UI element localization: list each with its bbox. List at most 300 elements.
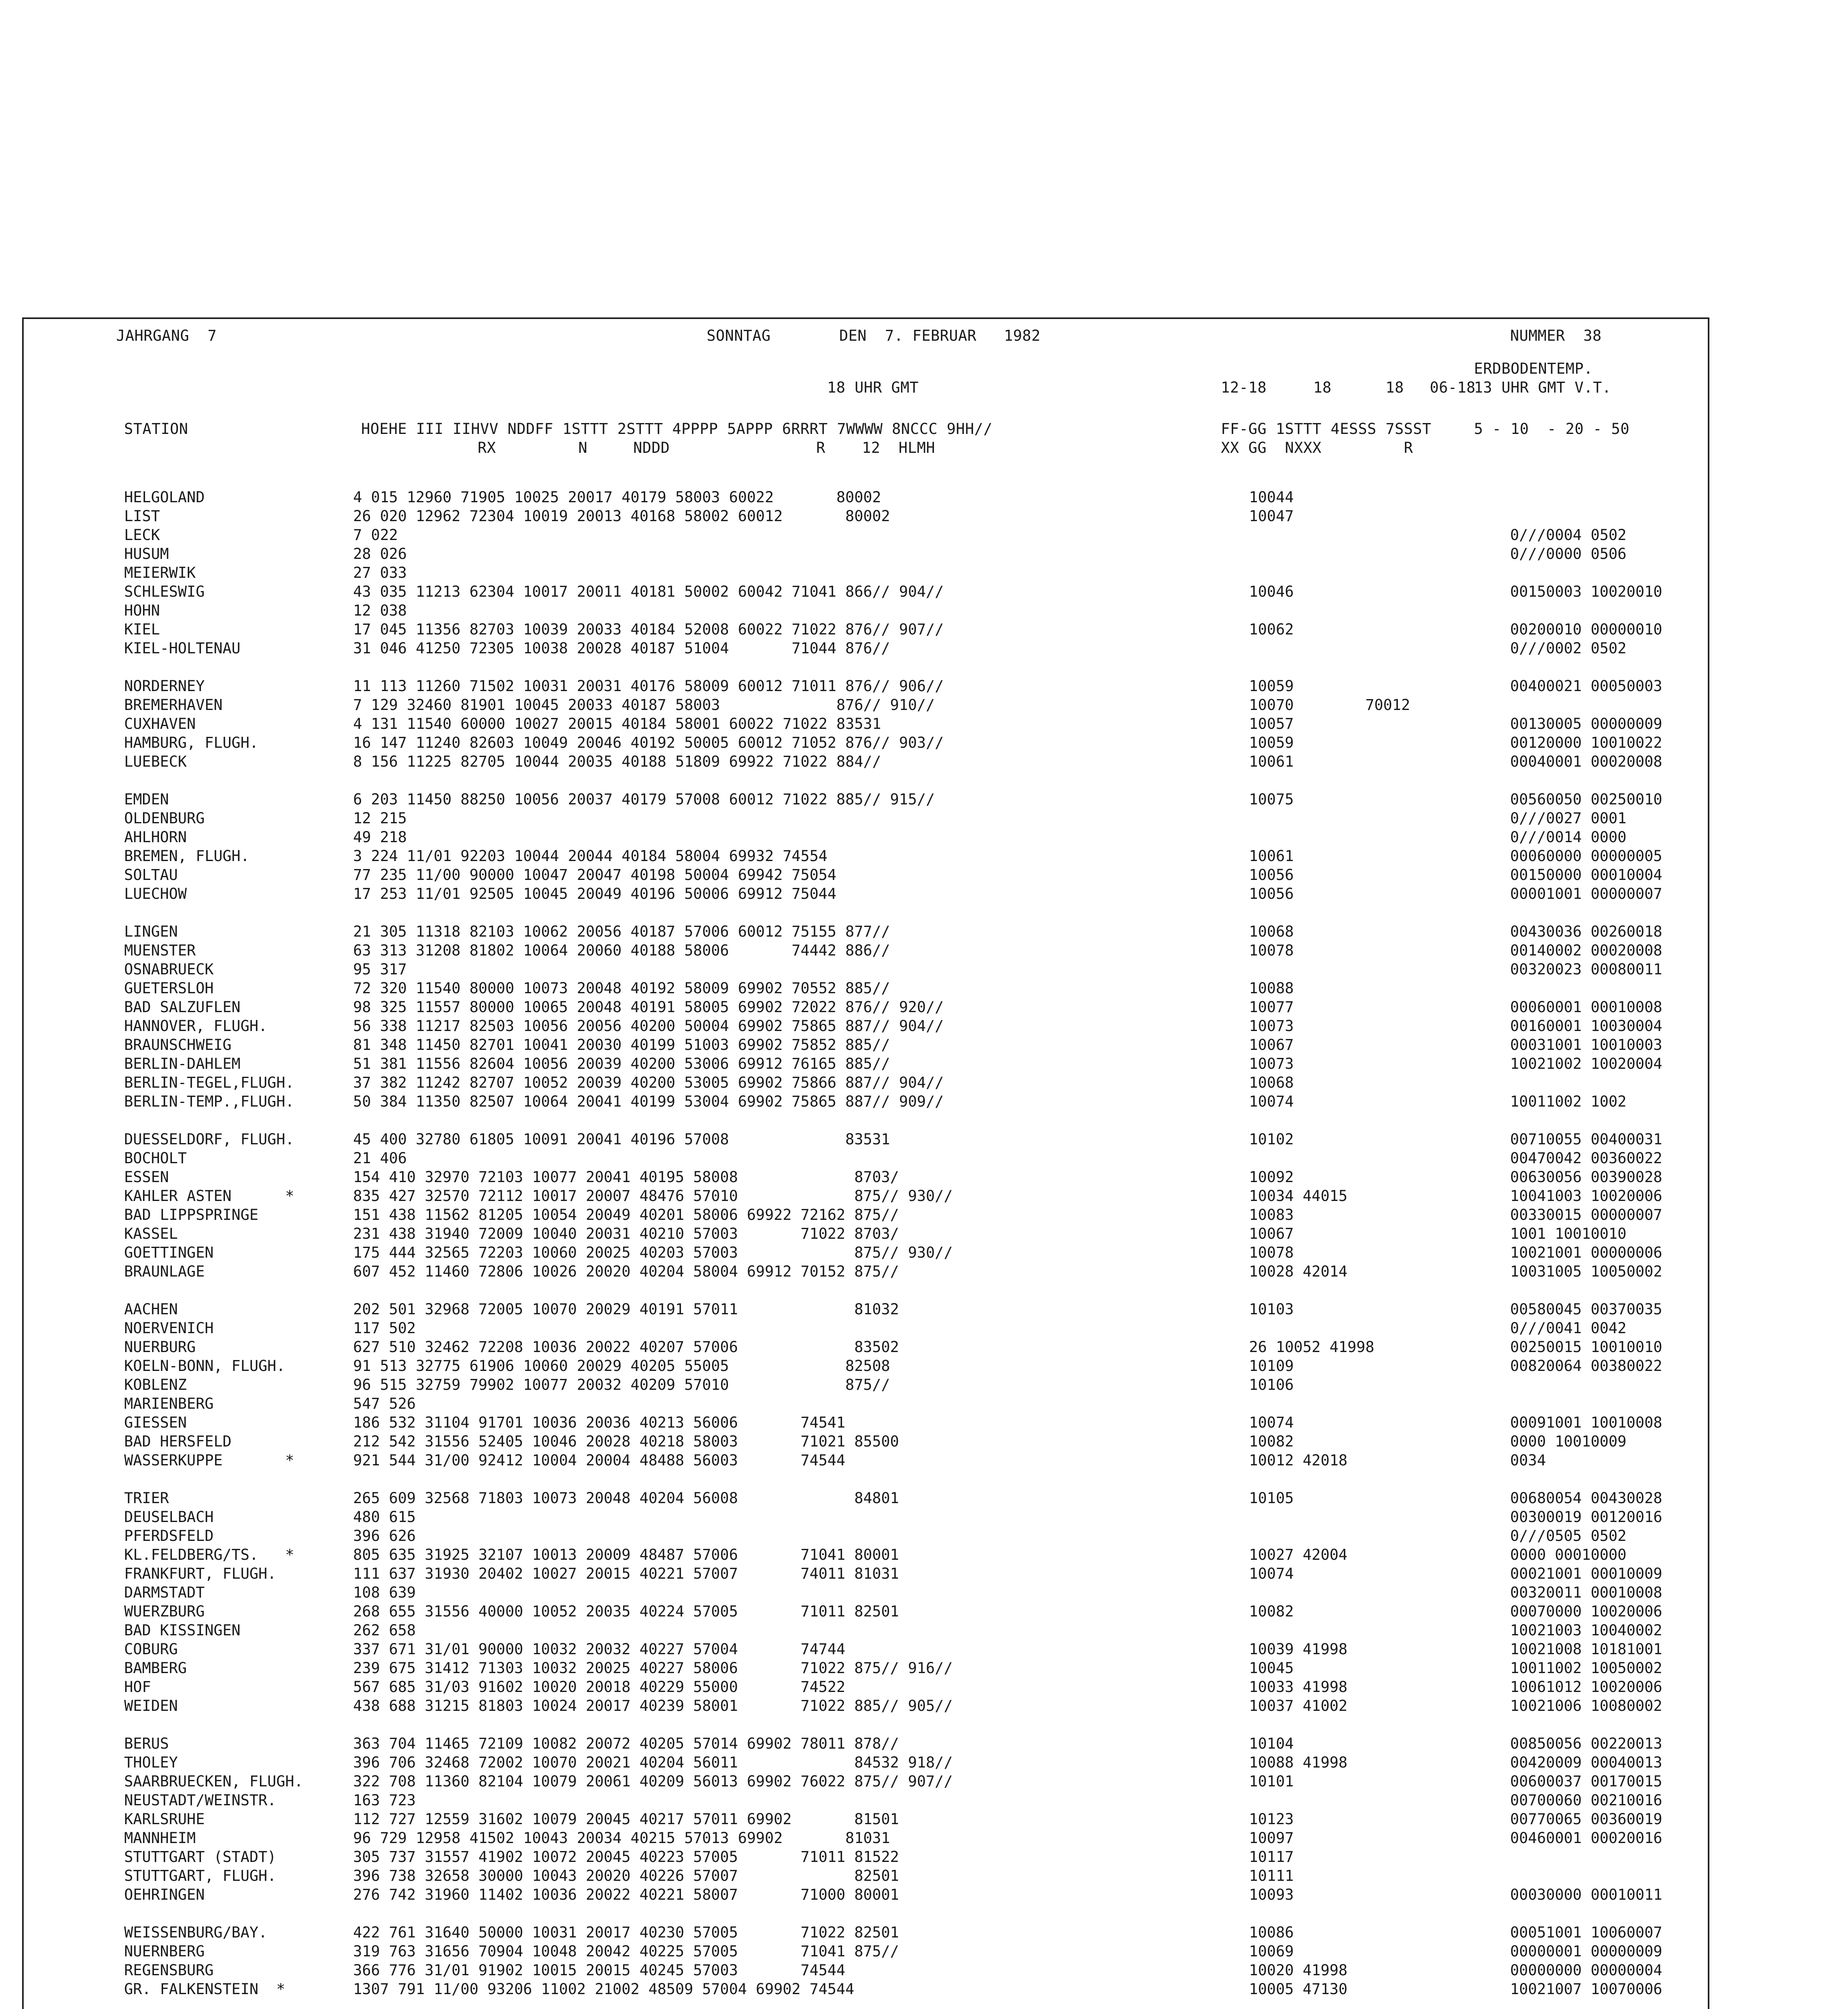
station-values: 3 224 11/01 92203 10044 20044 40184 58004 69932 74554	[353, 847, 828, 865]
station-extreme: 10012 42018	[1249, 1452, 1348, 1469]
table-row	[24, 1564, 1707, 1583]
soil-temps: 00250015 10010010	[1510, 1338, 1662, 1356]
table-row	[24, 1224, 1707, 1243]
station-name: OEHRINGEN	[124, 1886, 205, 1903]
table-row	[24, 1923, 1707, 1942]
station-name: HAMBURG, FLUGH.	[124, 734, 259, 751]
station-name: WUERZBURG	[124, 1603, 205, 1620]
station-extreme: 10037 41002	[1249, 1697, 1348, 1714]
table-row	[24, 1791, 1707, 1810]
station-name: DEUSELBACH	[124, 1508, 214, 1526]
hour-18-a: 18	[1313, 379, 1332, 396]
table-row	[24, 1526, 1707, 1545]
soil-temps: 00820064 00380022	[1510, 1357, 1662, 1375]
station-values: 98 325 11557 80000 10065 20048 40191 58005 69902 72022 876// 920//	[353, 998, 944, 1016]
soil-temps: 00031001 10010003	[1510, 1036, 1662, 1054]
station-values: 4 131 11540 60000 10027 20015 40184 58001 60022 71022 83531	[353, 715, 881, 732]
table-row	[24, 1130, 1707, 1149]
station-values: 268 655 31556 40000 10052 20035 40224 57005 71011 82501	[353, 1603, 899, 1620]
station-name: BAD SALZUFLEN	[124, 998, 241, 1016]
station-values: 805 635 31925 32107 10013 20009 48487 57006 71041 80001	[353, 1546, 899, 1563]
station-extreme: 10059	[1249, 677, 1294, 695]
soil-temps: 00021001 00010009	[1510, 1565, 1662, 1582]
station-name: NUERBURG	[124, 1338, 196, 1356]
soil-temps: 0///0014 0000	[1510, 829, 1627, 846]
station-name: KOELN-BONN, FLUGH.	[124, 1357, 285, 1375]
station-extreme: 10067	[1249, 1225, 1294, 1242]
soil-temps: 00420009 00040013	[1510, 1754, 1662, 1771]
station-values: 37 382 11242 82707 10052 20039 40200 53005 69902 75866 887// 904//	[353, 1074, 944, 1091]
station-extreme: 10073	[1249, 1017, 1294, 1035]
soil-temps: 10031005 10050002	[1510, 1263, 1662, 1280]
station-values: 276 742 31960 11402 10036 20022 40221 58007 71000 80001	[353, 1886, 899, 1903]
station-name: MANNHEIM	[124, 1829, 196, 1847]
station-values: 108 639	[353, 1584, 416, 1601]
table-row	[24, 865, 1707, 884]
station-values: 151 438 11562 81205 10054 20049 40201 58006 69922 72162 875//	[353, 1206, 899, 1223]
station-extreme: 10109	[1249, 1357, 1294, 1375]
station-name: BAD LIPPSPRINGE	[124, 1206, 259, 1223]
station-values: 175 444 32565 72203 10060 20025 40203 57003 875// 930//	[353, 1244, 953, 1261]
station-values: 51 381 11556 82604 10056 20039 40200 53006 69912 76165 885//	[353, 1055, 890, 1072]
station-name: ESSEN	[124, 1168, 169, 1186]
soil-temps: 00130005 00000009	[1510, 715, 1662, 732]
station-name: HUSUM	[124, 545, 169, 563]
soil-temps: 10021007 10070006	[1510, 1980, 1662, 1998]
soil-temps: 00320011 00010008	[1510, 1584, 1662, 1601]
station-name: DUESSELDORF, FLUGH.	[124, 1131, 294, 1148]
station-values: 17 253 11/01 92505 10045 20049 40196 50006 69912 75044	[353, 885, 836, 902]
station-name: SAARBRUECKEN, FLUGH.	[124, 1773, 303, 1790]
station-extreme: 10102	[1249, 1131, 1294, 1148]
soil-temps: 0000 10010009	[1510, 1433, 1627, 1450]
table-row	[24, 601, 1707, 620]
table-row	[24, 790, 1707, 809]
table-row	[24, 677, 1707, 696]
station-name: LUECHOW	[124, 885, 187, 902]
station-name: BREMEN, FLUGH.	[124, 847, 249, 865]
table-row	[24, 1149, 1707, 1168]
table-row	[24, 1942, 1707, 1961]
station-name: SOLTAU	[124, 866, 178, 884]
soil-temps: 10011002 10050002	[1510, 1659, 1662, 1677]
station-name: COBURG	[124, 1641, 178, 1658]
station-name: LINGEN	[124, 923, 178, 940]
station-extreme: 10123	[1249, 1811, 1294, 1828]
station-values: 45 400 32780 61805 10091 20041 40196 57008 83531	[353, 1131, 890, 1148]
station-values: 96 515 32759 79902 10077 20032 40209 57010 875//	[353, 1376, 890, 1393]
station-values: 6 203 11450 88250 10056 20037 40179 57008 60012 71022 885// 915//	[353, 791, 935, 808]
table-row	[24, 582, 1707, 601]
station-extreme: 10111	[1249, 1867, 1294, 1884]
table-row	[24, 1300, 1707, 1319]
soil-temps: 00040001 00020008	[1510, 753, 1662, 770]
station-extreme: 10068	[1249, 1074, 1294, 1091]
soil-temps: 00001001 00000007	[1510, 885, 1662, 902]
station-values: 7 129 32460 81901 10045 20033 40187 58003 876// 910//	[353, 696, 935, 714]
station-name: KARLSRUHE	[124, 1811, 205, 1828]
table-row	[24, 809, 1707, 828]
station-name: HANNOVER, FLUGH.	[124, 1017, 268, 1035]
station-extreme: 10067	[1249, 1036, 1294, 1054]
station-values: 96 729 12958 41502 10043 20034 40215 57013 69902 81031	[353, 1829, 890, 1847]
table-row	[24, 1073, 1707, 1092]
soil-temps: 10061012 10020006	[1510, 1678, 1662, 1696]
soil-temps: 00320023 00080011	[1510, 961, 1662, 978]
station-values: 21 305 11318 82103 10062 20056 40187 57006 60012 75155 877//	[353, 923, 890, 940]
volume-label: JAHRGANG 7	[116, 327, 217, 344]
station-values: 322 708 11360 82104 10079 20061 40209 56013 69902 76022 875// 907//	[353, 1773, 953, 1790]
table-row	[24, 1866, 1707, 1885]
code-headings: HOEHE III IIHVV NDDFF 1STTT 2STTT 4PPPP 5APPP 6RRRT 7WWWW 8NCCC 9HH//	[361, 420, 993, 438]
soil-depths: 5 - 10 - 20 - 50	[1474, 420, 1630, 438]
station-extreme: 10044	[1249, 489, 1294, 506]
table-row	[24, 1035, 1707, 1054]
soil-temps: 0///0041 0042	[1510, 1320, 1627, 1337]
table-row	[24, 488, 1707, 507]
soil-temps: 0034	[1510, 1452, 1546, 1469]
soil-temps: 00160001 10030004	[1510, 1017, 1662, 1035]
station-values: 49 218	[353, 829, 407, 846]
station-name: KIEL-HOLTENAU	[124, 640, 241, 657]
station-name: HOHN	[124, 602, 160, 619]
soil-temps: 00150003 10020010	[1510, 583, 1662, 600]
issue-number: NUMMER 38	[1510, 327, 1602, 344]
station-values: 396 626	[353, 1527, 416, 1545]
table-row	[24, 1847, 1707, 1866]
soil-temps: 00000000 00000004	[1510, 1962, 1662, 1979]
soil-temps: 00150000 00010004	[1510, 866, 1662, 884]
station-name: DARMSTADT	[124, 1584, 205, 1601]
table-row	[24, 1092, 1707, 1111]
report-date: DEN 7. FEBRUAR 1982	[839, 327, 1041, 344]
station-name: BERLIN-TEGEL,FLUGH.	[124, 1074, 294, 1091]
table-row	[24, 1054, 1707, 1073]
table-row	[24, 998, 1707, 1017]
station-name: REGENSBURG	[124, 1962, 214, 1979]
table-row	[24, 884, 1707, 903]
station-values: 186 532 31104 91701 10036 20036 40213 56006 74541	[353, 1414, 846, 1431]
station-extreme: 10062	[1249, 621, 1294, 638]
station-values: 77 235 11/00 90000 10047 20047 40198 50004 69942 75054	[353, 866, 836, 884]
soil-temps: 00400021 00050003	[1510, 677, 1662, 695]
station-values: 835 427 32570 72112 10017 20007 48476 57010 875// 930//	[353, 1187, 953, 1205]
table-row	[24, 1187, 1707, 1205]
station-name: LECK	[124, 526, 160, 544]
station-extreme: 10028 42014	[1249, 1263, 1348, 1280]
table-row	[24, 1017, 1707, 1035]
station-name: GIESSEN	[124, 1414, 187, 1431]
station-values: 921 544 31/00 92412 10004 20004 48488 56003 74544	[353, 1452, 846, 1469]
hour-18-b: 18	[1386, 379, 1404, 396]
station-values: 50 384 11350 82507 10064 20041 40199 53004 69902 75865 887// 909//	[353, 1093, 944, 1110]
station-values: 26 020 12962 72304 10019 20013 40168 58002 60012 80002	[353, 507, 890, 525]
station-name: KAHLER ASTEN *	[124, 1187, 294, 1205]
station-name: TRIER	[124, 1489, 169, 1507]
soil-temps: 10041003 10020006	[1510, 1187, 1662, 1205]
station-extreme: 10061	[1249, 753, 1294, 770]
soil-temps: 00470042 00360022	[1510, 1150, 1662, 1167]
soil-temps: 00120000 10010022	[1510, 734, 1662, 751]
soil-temps: 10021006 10080002	[1510, 1697, 1662, 1714]
station-extreme: 10020 41998	[1249, 1962, 1348, 1979]
station-name: LUEBECK	[124, 753, 187, 770]
report-sheet	[22, 317, 1709, 2009]
gmt13-heading: 13 UHR GMT V.T.	[1474, 379, 1611, 396]
station-extreme: 10027 42004	[1249, 1546, 1348, 1563]
soil-temps: 10021008 10181001	[1510, 1641, 1662, 1658]
table-row	[24, 960, 1707, 979]
soil-temps: 00140002 00020008	[1510, 942, 1662, 959]
table-row	[24, 1432, 1707, 1451]
station-name: MEIERWIK	[124, 564, 196, 581]
table-row	[24, 1243, 1707, 1262]
soil-temps: 00200010 00000010	[1510, 621, 1662, 638]
station-values: 12 215	[353, 810, 407, 827]
soil-temps: 0///0000 0506	[1510, 545, 1627, 563]
station-extreme: 10074	[1249, 1414, 1294, 1431]
station-name: BRAUNSCHWEIG	[124, 1036, 232, 1054]
station-extreme: 10078	[1249, 942, 1294, 959]
station-extreme: 10073	[1249, 1055, 1294, 1072]
table-row	[24, 1753, 1707, 1772]
station-name: BERLIN-TEMP.,FLUGH.	[124, 1093, 294, 1110]
station-values: 117 502	[353, 1320, 416, 1337]
station-extreme: 10059	[1249, 734, 1294, 751]
station-extreme: 10088	[1249, 980, 1294, 997]
station-extreme: 10046	[1249, 583, 1294, 600]
soil-temps: 00700060 00210016	[1510, 1792, 1662, 1809]
station-values: 11 113 11260 71502 10031 20031 40176 58009 60012 71011 876// 906//	[353, 677, 944, 695]
station-name: OSNABRUECK	[124, 961, 214, 978]
station-extreme: 10033 41998	[1249, 1678, 1348, 1696]
table-row	[24, 1262, 1707, 1281]
table-row	[24, 1508, 1707, 1526]
station-name: GUETERSLOH	[124, 980, 214, 997]
station-name: THOLEY	[124, 1754, 178, 1771]
station-extreme: 10086	[1249, 1924, 1294, 1941]
station-name: KIEL	[124, 621, 160, 638]
station-extreme: 10103	[1249, 1301, 1294, 1318]
table-row	[24, 1734, 1707, 1753]
station-values: 363 704 11465 72109 10082 20072 40205 57014 69902 78011 878//	[353, 1735, 899, 1752]
table-row	[24, 639, 1707, 658]
station-values: 480 615	[353, 1508, 416, 1526]
gmt18-heading: 18 UHR GMT	[827, 379, 919, 396]
soil-temps: 00850056 00220013	[1510, 1735, 1662, 1752]
soil-temps: 00630056 00390028	[1510, 1168, 1662, 1186]
table-row	[24, 620, 1707, 639]
soil-temps: 00330015 00000007	[1510, 1206, 1662, 1223]
station-values: 12 038	[353, 602, 407, 619]
station-values: 17 045 11356 82703 10039 20033 40184 52008 60022 71022 876// 907//	[353, 621, 944, 638]
table-row	[24, 1602, 1707, 1621]
station-name: BREMERHAVEN	[124, 696, 223, 714]
table-row	[24, 1394, 1707, 1413]
station-values: 396 706 32468 72002 10070 20021 40204 56011 84532 918//	[353, 1754, 953, 1771]
station-values: 202 501 32968 72005 10070 20029 40191 57011 81032	[353, 1301, 899, 1318]
code-subheadings-b: XX GG NXXX R	[1221, 439, 1413, 456]
station-name: WASSERKUPPE *	[124, 1452, 294, 1469]
station-name: WEIDEN	[124, 1697, 178, 1714]
table-row	[24, 1319, 1707, 1338]
soil-temps: 0///0027 0001	[1510, 810, 1627, 827]
station-values: 163 723	[353, 1792, 416, 1809]
station-name: MARIENBERG	[124, 1395, 214, 1412]
soil-temps: 00680054 00430028	[1510, 1489, 1662, 1507]
table-row	[24, 1205, 1707, 1224]
station-values: 1307 791 11/00 93206 11002 21002 48509 57004 69902 74544	[353, 1980, 854, 1998]
station-values: 72 320 11540 80000 10073 20048 40192 58009 69902 70552 885//	[353, 980, 890, 997]
soil-temps: 00030000 00010011	[1510, 1886, 1662, 1903]
soil-temps: 0000 00010000	[1510, 1546, 1627, 1563]
station-name: SCHLESWIG	[124, 583, 205, 600]
station-name: FRANKFURT, FLUGH.	[124, 1565, 276, 1582]
station-name: WEISSENBURG/BAY.	[124, 1924, 268, 1941]
table-row	[24, 1659, 1707, 1678]
table-row	[24, 1640, 1707, 1659]
station-extreme: 10061	[1249, 847, 1294, 865]
station-name: STUTTGART, FLUGH.	[124, 1867, 276, 1884]
station-values: 547 526	[353, 1395, 416, 1412]
table-row	[24, 1338, 1707, 1356]
station-extreme: 10070 70012	[1249, 696, 1410, 714]
station-values: 56 338 11217 82503 10056 20056 40200 50004 69902 75865 887// 904//	[353, 1017, 944, 1035]
station-name: AHLHORN	[124, 829, 187, 846]
weekday: SONNTAG	[707, 327, 771, 344]
station-values: 28 026	[353, 545, 407, 563]
station-values: 111 637 31930 20402 10027 20015 40221 57007 74011 81031	[353, 1565, 899, 1582]
station-extreme: 10106	[1249, 1376, 1294, 1393]
station-values: 7 022	[353, 526, 398, 544]
station-heading: STATION	[124, 420, 188, 438]
station-extreme: 10092	[1249, 1168, 1294, 1186]
station-values: 319 763 31656 70904 10048 20042 40225 57005 71041 875//	[353, 1943, 899, 1960]
table-row	[24, 1451, 1707, 1470]
station-values: 63 313 31208 81802 10064 20060 40188 58006 74442 886//	[353, 942, 890, 959]
table-row	[24, 1375, 1707, 1394]
station-extreme: 10057	[1249, 715, 1294, 732]
soil-temps: 10021001 00000006	[1510, 1244, 1662, 1261]
table-row	[24, 1810, 1707, 1829]
station-name: LIST	[124, 507, 160, 525]
soil-temps: 00091001 10010008	[1510, 1414, 1662, 1431]
table-row	[24, 1621, 1707, 1640]
station-values: 366 776 31/01 91902 10015 20015 40245 57003 74544	[353, 1962, 846, 1979]
soil-temps: 00070000 10020006	[1510, 1603, 1662, 1620]
station-extreme: 10083	[1249, 1206, 1294, 1223]
station-values: 438 688 31215 81803 10024 20017 40239 58001 71022 885// 905//	[353, 1697, 953, 1714]
station-extreme: 10105	[1249, 1489, 1294, 1507]
station-extreme: 10104	[1249, 1735, 1294, 1752]
soil-temps: 00710055 00400031	[1510, 1131, 1662, 1148]
station-extreme: 10005 47130	[1249, 1980, 1348, 1998]
soil-temps: 00000001 00000009	[1510, 1943, 1662, 1960]
soil-temps: 00580045 00370035	[1510, 1301, 1662, 1318]
station-values: 16 147 11240 82603 10049 20046 40192 50005 60012 71052 876// 903//	[353, 734, 944, 751]
station-extreme: 10074	[1249, 1093, 1294, 1110]
table-row	[24, 714, 1707, 733]
station-extreme: 10078	[1249, 1244, 1294, 1261]
station-extreme: 10045	[1249, 1659, 1294, 1677]
station-values: 95 317	[353, 961, 407, 978]
station-extreme: 10074	[1249, 1565, 1294, 1582]
station-name: KL.FELDBERG/TS. *	[124, 1546, 294, 1563]
station-values: 337 671 31/01 90000 10032 20032 40227 57004 74744	[353, 1641, 846, 1658]
station-values: 231 438 31940 72009 10040 20031 40210 57003 71022 8703/	[353, 1225, 899, 1242]
soil-temps: 00460001 00020016	[1510, 1829, 1662, 1847]
table-row	[24, 1583, 1707, 1602]
station-extreme: 10056	[1249, 885, 1294, 902]
station-values: 31 046 41250 72305 10038 20028 40187 51004 71044 876//	[353, 640, 890, 657]
station-name: NORDERNEY	[124, 677, 205, 695]
station-name: CUXHAVEN	[124, 715, 196, 732]
station-extreme: 10047	[1249, 507, 1294, 525]
station-values: 422 761 31640 50000 10031 20017 40230 57005 71022 82501	[353, 1924, 899, 1941]
station-extreme: 10097	[1249, 1829, 1294, 1847]
station-name: BERLIN-DAHLEM	[124, 1055, 241, 1072]
station-values: 27 033	[353, 564, 407, 581]
station-values: 567 685 31/03 91602 10020 20018 40229 55000 74522	[353, 1678, 846, 1696]
station-name: NOERVENICH	[124, 1320, 214, 1337]
station-extreme: 10069	[1249, 1943, 1294, 1960]
table-row	[24, 847, 1707, 865]
station-name: NUERNBERG	[124, 1943, 205, 1960]
station-name: HELGOLAND	[124, 489, 205, 506]
station-extreme: 10034 44015	[1249, 1187, 1348, 1205]
table-row	[24, 1413, 1707, 1432]
table-row	[24, 1168, 1707, 1187]
soil-temps: 0///0002 0502	[1510, 640, 1627, 657]
station-name: OLDENBURG	[124, 810, 205, 827]
station-values: 112 727 12559 31602 10079 20045 40217 57011 69902 81501	[353, 1811, 899, 1828]
table-row	[24, 696, 1707, 714]
soil-temps: 0///0004 0502	[1510, 526, 1627, 544]
table-row	[24, 526, 1707, 544]
station-name: GR. FALKENSTEIN *	[124, 1980, 285, 1998]
station-name: BAD KISSINGEN	[124, 1622, 241, 1639]
table-row	[24, 1489, 1707, 1508]
table-row	[24, 1356, 1707, 1375]
station-extreme: 26 10052 41998	[1249, 1338, 1374, 1356]
station-name: AACHEN	[124, 1301, 178, 1318]
soil-temps: 00060001 00010008	[1510, 998, 1662, 1016]
station-values: 212 542 31556 52405 10046 20028 40218 58003 71021 85500	[353, 1433, 899, 1450]
station-extreme: 10101	[1249, 1773, 1294, 1790]
table-row	[24, 544, 1707, 563]
station-name: PFERDSFELD	[124, 1527, 214, 1545]
soil-temps: 0///0505 0502	[1510, 1527, 1627, 1545]
table-row	[24, 828, 1707, 847]
station-values: 81 348 11450 82701 10041 20030 40199 51003 69902 75852 885//	[353, 1036, 890, 1054]
station-values: 607 452 11460 72806 10026 20020 40204 58004 69912 70152 875//	[353, 1263, 899, 1280]
station-values: 43 035 11213 62304 10017 20011 40181 50002 60042 71041 866// 904//	[353, 583, 944, 600]
period-12-18: 12-18	[1221, 379, 1267, 396]
table-row	[24, 941, 1707, 960]
table-row	[24, 507, 1707, 526]
table-row	[24, 1696, 1707, 1715]
table-row	[24, 979, 1707, 998]
soil-temps: 10021003 10040002	[1510, 1622, 1662, 1639]
station-name: BOCHOLT	[124, 1150, 187, 1167]
station-values: 239 675 31412 71303 10032 20025 40227 58006 71022 875// 916//	[353, 1659, 953, 1677]
station-extreme: 10082	[1249, 1433, 1294, 1450]
table-row	[24, 1772, 1707, 1791]
soil-temps: 00770065 00360019	[1510, 1811, 1662, 1828]
soil-temp-heading: ERDBODENTEMP.	[1474, 360, 1593, 377]
table-row	[24, 563, 1707, 582]
table-row	[24, 733, 1707, 752]
